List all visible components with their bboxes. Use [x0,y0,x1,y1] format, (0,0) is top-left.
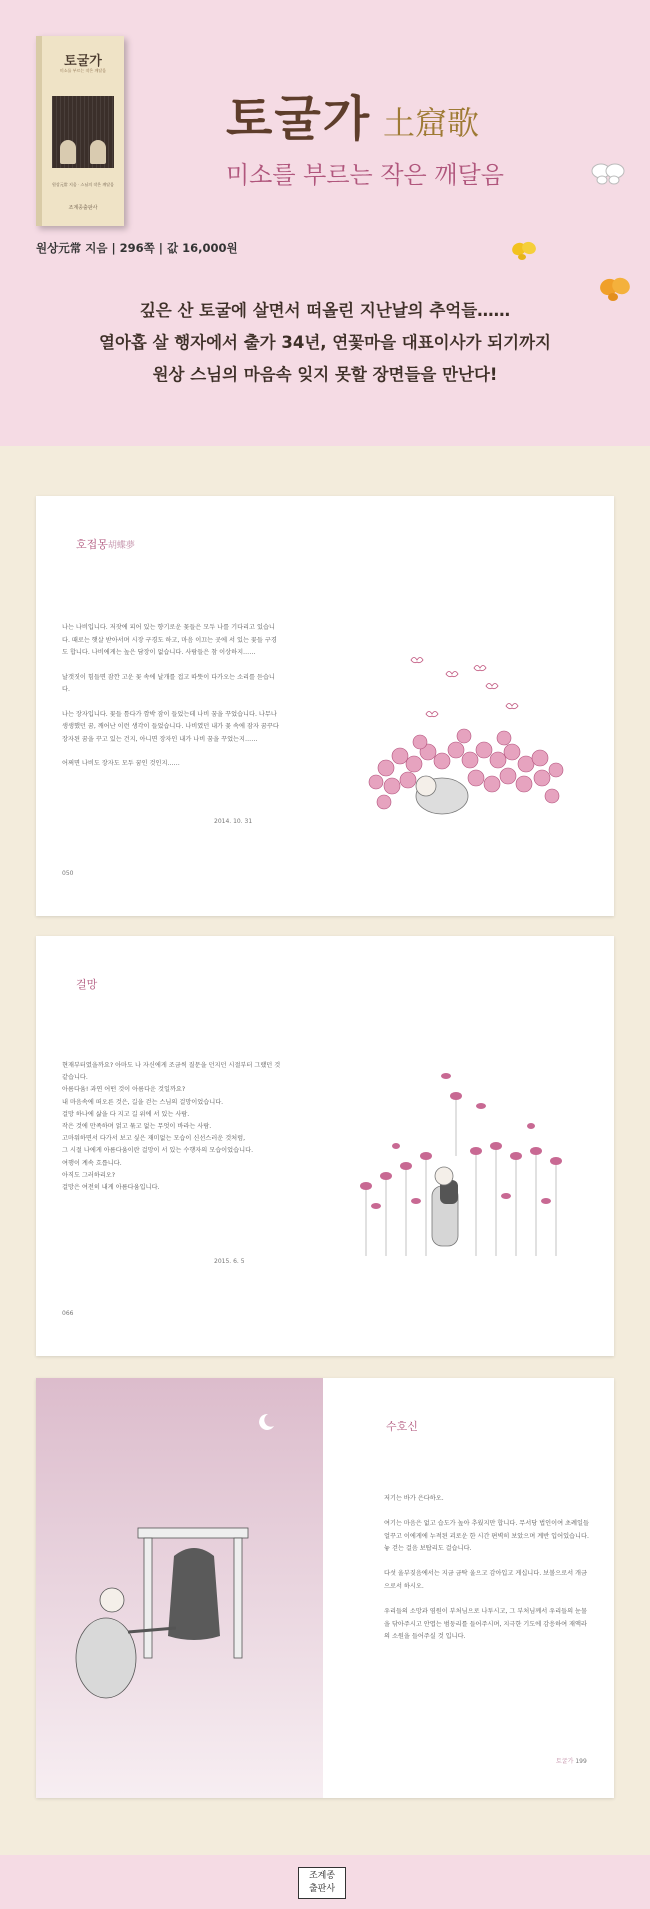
spread-1-date: 2014. 10. 31 [214,818,253,825]
spread-1-title [76,536,135,552]
publisher-logo-line-2: 출판사 [308,1884,336,1894]
book-cover-illustration [52,96,114,168]
book-cover [36,36,124,226]
spread-3-running-footer [556,1756,587,1765]
page-subtitle: 미소를 부르는 작은 깨달음 [226,161,504,189]
spread-2-line: 걸망 하나에 삶을 다 지고 길 위에 서 있는 사람. [62,1110,190,1118]
sample-spread-2 [36,936,614,1356]
spread-1-body [62,622,282,783]
book-cover-title: 토굴가 [64,54,102,69]
footer-bar [0,1855,650,1909]
spread-1-paragraph: 어쩌면 나비도 장자도 모두 꿈인 것인지…… [62,760,180,767]
spread-3-page-number: 199 [575,1758,587,1765]
yellow-butterfly-icon [510,240,538,264]
spread-1-title-text: 호접몽 [76,538,108,551]
sample-spread-3 [36,1378,614,1798]
spread-2-line: 여행이 계속 흐릅니다. [62,1159,122,1167]
spread-2-line: 현재부터였을까요? 아마도 나 자신에게 조금씩 질문을 던지던 시절부터 그랬던 것 같습니다. [62,1062,281,1082]
spread-2-date: 2015. 6. 5 [214,1258,245,1265]
monk-sleeping-among-flowers-illustration [356,646,586,846]
book-cover-publisher: 조계종출판사 [68,205,98,211]
white-butterfly-icon [590,160,626,186]
monk-ringing-bell-illustration [36,1378,323,1798]
book-meta: 원상元常 지음 | 296쪽 | 값 16,000원 [36,241,238,255]
page-title-hanja: 土窟歌 [383,104,480,142]
publisher-logo [298,1867,346,1899]
publisher-logo-line-1: 조계종 [308,1871,336,1881]
spread-1-paragraph: 날갯짓이 힘들면 잠깐 고운 꽃 속에 날개를 접고 따뜻이 다가오는 소리를 듣습니다. [62,673,275,693]
spread-2-line: 고마워하면서 다가서 보고 싶은 재미없는 모습이 신선스러운 것처럼, [62,1135,246,1143]
page-title: 토굴가 [226,91,372,147]
spread-2-line: 작은 것에 만족하며 얽고 묶고 없는 무엇이 바라는 사람. [62,1123,212,1131]
tagline-line-2: 열아홉 살 행자에서 출가 34년, 연꽃마을 대표이사가 되기까지 [99,333,551,352]
spread-2-line: 아직도 그러하리오? [62,1171,116,1179]
book-cover-author: 원상元常 지음 · 스님의 작은 깨달음 [52,182,114,187]
spread-3-title: 수호신 [386,1420,418,1433]
spread-3-paragraph: 우리들의 소망과 염원이 부처님으로 나투시고, 그 부처님께서 우리들의 눈물을 닦아주시고 안엽는 범둥리를 들어주시며, 지극한 기도에 감응하여 재액라의 소원을 들어주실 것 입니다. [384,1607,587,1641]
spread-2-line: 아름다움! 과연 어떤 것이 아름다운 것일까요? [62,1086,186,1094]
spread-3-running-head: 토굴가 [556,1758,574,1765]
spread-3-paragraph: 다섯 울부짖음에서는 지금 금탁 울으고 감아입고 게십니다. 보볼으로서 개금으로서 하시오. [384,1570,587,1590]
tagline [0,295,650,391]
spread-3-paragraph: 저기는 바가 은다하오. [384,1495,444,1502]
sample-spread-1 [36,496,614,916]
spread-1-paragraph: 나는 장자입니다. 꽃들 틈다가 깜박 잠이 들었는데 나비 꿈을 꾸었습니다. 나무나 생생했던 꿈, 깨어난 이런 생각이 들었습니다. 나비였던 내가 꽃 속에 잠자 꿈꾸다 장자된 꿈을 꾸고 있는 건지, 아니면 장자인 내가 나비 꿈을 꾸었는지…… [62,710,279,743]
spread-1-title-hanja: 胡蝶夢 [107,541,135,551]
hero-banner [0,0,650,446]
spread-2-line: 그 시절 나에게 아름다움이란 걸망이 서 있는 수행자의 모습이었습니다. [62,1147,254,1155]
monk-with-backpack-in-field-illustration [346,1036,586,1286]
spread-2-page-number: 066 [62,1310,74,1317]
spread-2-line: 걸망은 여전히 내게 아름다움입니다. [62,1184,160,1192]
spread-3-paragraph: 여기는 마음은 없고 습도가 높아 추웠지만 합니다. 무서당 법인이여 초례일들 얼꾸고 이에게에 누적된 괴로운 한 시간 편벽히 보았으며 계반 입어있습니다. 놓 걷는 걸음 보탑리도 걸습니다. [384,1519,589,1553]
spread-1-paragraph: 나는 나비입니다. 저잣에 피어 있는 향기로운 꽃들은 모두 나를 기다리고 있습니다. 때로는 햇살 받아서며 시장 구경도 하고, 마음 이끄는 곳에 서 있는 꽃들 구경도 합니다. 나비에게는 높은 담장이 없습니다. 사람들은 참 이상하지…… [62,624,277,656]
spread-2-line: 내 마음속에 떠오른 것은, 길을 걷는 스님의 걸망이었습니다. [62,1098,224,1106]
spread-1-page-number: 050 [62,870,74,877]
spread-3-body [384,1493,590,1656]
tagline-line-3: 원상 스님의 마음속 잊지 못할 장면들을 만난다! [152,365,498,384]
book-cover-subtitle: 미소를 부르는 작은 깨달음 [59,68,107,73]
tagline-line-1: 깊은 산 토굴에 살면서 떠올린 지난날의 추억들…… [139,301,511,320]
spread-2-title: 걸망 [76,978,98,991]
spread-2-body [62,1060,288,1194]
